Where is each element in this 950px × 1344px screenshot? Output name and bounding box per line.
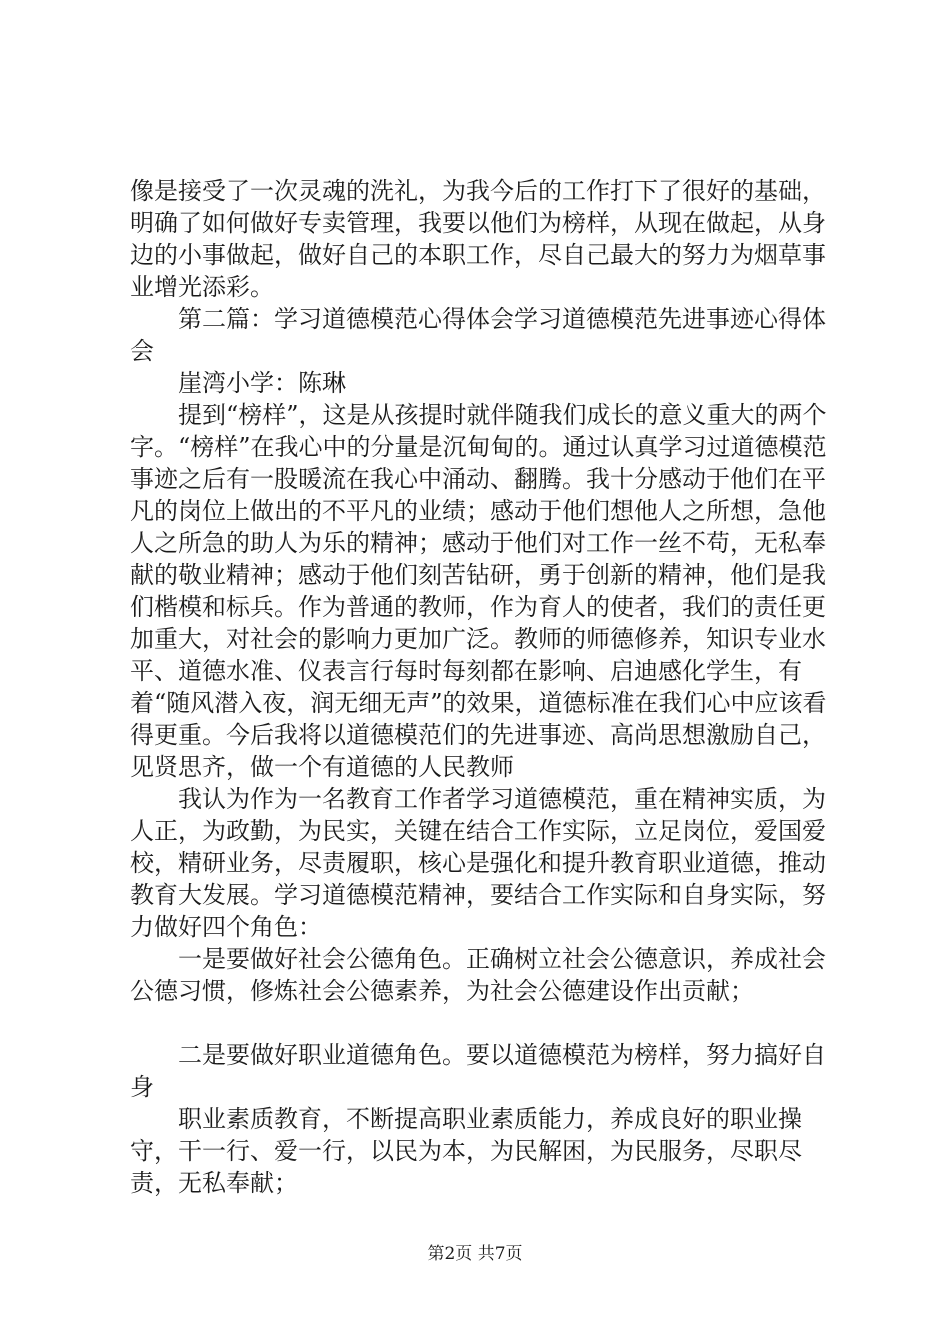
paragraph-educator: 我认为作为一名教育工作者学习道德模范，重在精神实质，为人正，为政勤，为民实，关键在结合工作实际，立足岗位，爱国爱校，精研业务，尽责履职，核心是强化和提升教育职业道德，推动教育大发展。学习道德模范精神，要结合工作实际和自身实际，努力做好四个角色： [130,785,826,941]
paragraph-continuation: 像是接受了一次灵魂的洗礼，为我今后的工作打下了很好的基础，明确了如何做好专卖管理，我要以他们为榜样，从现在做起，从身边的小事做起，做好自己的本职工作，尽自己最大的努力为烟草事业增光添彩。 [130,177,826,301]
page-footer [0,1243,950,1265]
section-heading: 第二篇：学习道德模范心得体会学习道德模范先进事迹心得体会 [130,305,826,365]
paragraph-professional-quality: 职业素质教育，不断提高职业素质能力，养成良好的职业操守，干一行、爱一行，以民为本，为民解困，为民服务，尽职尽责，无私奉献； [130,1105,802,1197]
paragraph-role-models: 提到“榜样”，这是从孩提时就伴随我们成长的意义重大的两个字。“榜样”在我心中的分量是沉甸甸的。通过认真学习过道德模范事迹之后有一股暖流在我心中涌动、翻腾。我十分感动于他们在平凡的岗位上做出的不平凡的业绩；感动于他们想他人之所想，急他人之所急的助人为乐的精神；感动于他们对工作一丝不苟，无私奉献的敬业精神；感动于他们刻苦钻研，勇于创新的精神，他们是我们楷模和标兵。作为普通的教师，作为育人的使者，我们的责任更加重大，对社会的影响力更加广泛。教师的师德修养，知识专业水平、道德水准、仪表言行每时每刻都在影响、启迪感化学生，有着“随风潜入夜，润无细无声”的效果，道德标准在我们心中应该看得更重。今后我将以道德模范们的先进事迹、高尚思想激励自己，见贤思齐，做一个有道德的人民教师 [130,401,827,781]
document-body [130,175,830,1199]
page-number: 第2页 共7页 [427,1244,523,1264]
author-line: 崖湾小学：陈琳 [178,369,346,397]
paragraph-professional-ethics: 二是要做好职业道德角色。要以道德模范为榜样，努力搞好自身 [130,1041,826,1101]
paragraph-social-ethics: 一是要做好社会公德角色。正确树立社会公德意识，养成社会公德习惯，修炼社会公德素养，为社会公德建设作出贡献； [130,945,826,1005]
blank-line [130,1007,830,1039]
